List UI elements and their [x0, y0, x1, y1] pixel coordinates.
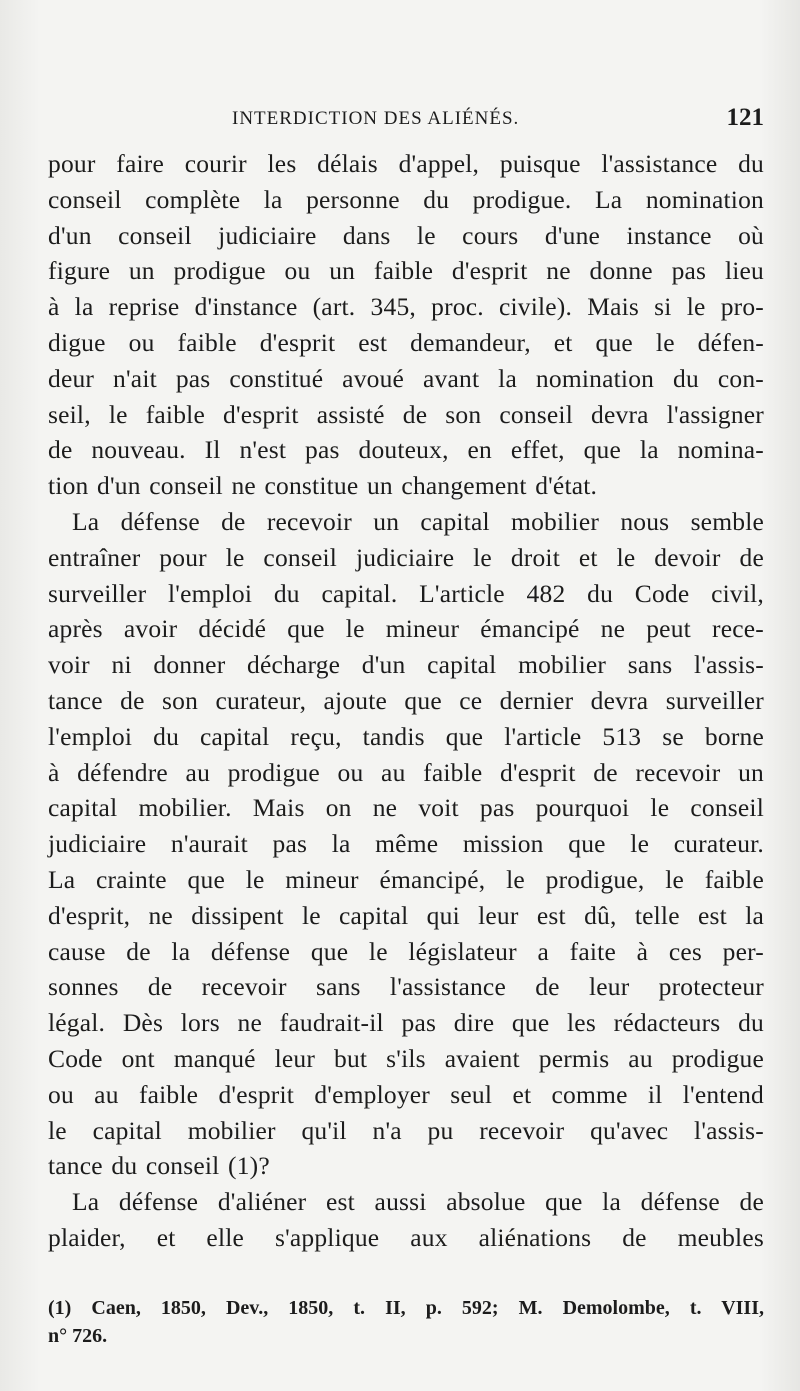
text-line: d'un conseil judiciaire dans le cours d'une instance où — [48, 220, 764, 250]
text-line: pour faire courir les délais d'appel, puisque l'assistance du — [48, 149, 764, 178]
text-line: ou au faible d'esprit d'employer seul et comme il l'entend — [48, 1079, 764, 1109]
running-title: INTERDICTION DES ALIÉNÉS. — [232, 108, 520, 129]
text-line: surveiller l'emploi du capital. L'article 482 du Code civil, — [48, 578, 764, 608]
text-line: à la reprise d'instance (art. 345, proc. civile). Mais si le pro- — [48, 292, 764, 322]
text-line: figure un prodigue ou un faible d'esprit ne donne pas lieu — [48, 256, 764, 286]
text-line: légal. Dès lors ne faudrait-il pas dire que les rédacteurs du — [48, 1008, 764, 1038]
page-number: 121 — [726, 104, 764, 131]
text-line: sonnes de recevoir sans l'assistance de leur protecteur — [48, 972, 764, 1002]
footnote-line: (1) Caen, 1850, Dev., 1850, t. II, p. 592; M. Demolombe, t. VIII, — [48, 1297, 764, 1319]
paragraph-3 — [48, 1184, 764, 1256]
text-line: conseil complète la personne du prodigue. La nomination — [48, 184, 764, 214]
text-line: voir ni donner décharge d'un capital mobilier sans l'assis- — [48, 650, 764, 680]
footnote-line: n° 726. — [48, 1325, 108, 1347]
text-line: La défense de recevoir un capital mobilier nous semble — [72, 506, 764, 536]
text-line: La crainte que le mineur émancipé, le prodigue, le faible — [48, 864, 764, 894]
text-line: cause de la défense que le législateur a faite à ces per- — [48, 936, 764, 966]
text-line: judiciaire n'aurait pas la même mission que le curateur. — [48, 829, 764, 859]
footnote — [48, 1294, 764, 1350]
text-line: d'esprit, ne dissipent le capital qui leur est dû, telle est la — [48, 900, 764, 930]
text-line: tance du conseil (1)? — [48, 1151, 270, 1181]
text-line: La défense d'aliéner est aussi absolue que la défense de — [72, 1187, 764, 1217]
text-line: entraîner pour le conseil judiciaire le droit et le devoir de — [48, 542, 764, 572]
text-line: après avoir décidé que le mineur émancipé ne peut rece- — [48, 614, 764, 644]
page-header — [48, 104, 764, 138]
paragraph-2 — [48, 504, 764, 1184]
text-line: digue ou faible d'esprit est demandeur, et que le défen- — [48, 327, 764, 357]
text-line: le capital mobilier qu'il n'a pu recevoir qu'avec l'assis- — [48, 1115, 764, 1145]
text-line: tion d'un conseil ne constitue un changement d'état. — [48, 471, 598, 501]
paragraph-1 — [48, 146, 764, 504]
text-line: de nouveau. Il n'est pas douteux, en effet, que la nomina- — [48, 435, 764, 465]
text-line: deur n'ait pas constitué avoué avant la nomination du con- — [48, 363, 764, 393]
text-line: l'emploi du capital reçu, tandis que l'article 513 se borne — [48, 721, 764, 751]
text-line: à défendre au prodigue ou au faible d'esprit de recevoir un — [48, 757, 764, 787]
text-line: capital mobilier. Mais on ne voit pas pourquoi le conseil — [48, 793, 764, 823]
text-line: tance de son curateur, ajoute que ce dernier devra surveiller — [48, 685, 764, 715]
text-line: plaider, et elle s'applique aux aliénations de meubles — [48, 1222, 764, 1252]
text-line: Code ont manqué leur but s'ils avaient permis au prodigue — [48, 1043, 764, 1073]
body-text — [48, 146, 764, 1256]
text-line: seil, le faible d'esprit assisté de son conseil devra l'assigner — [48, 399, 764, 429]
